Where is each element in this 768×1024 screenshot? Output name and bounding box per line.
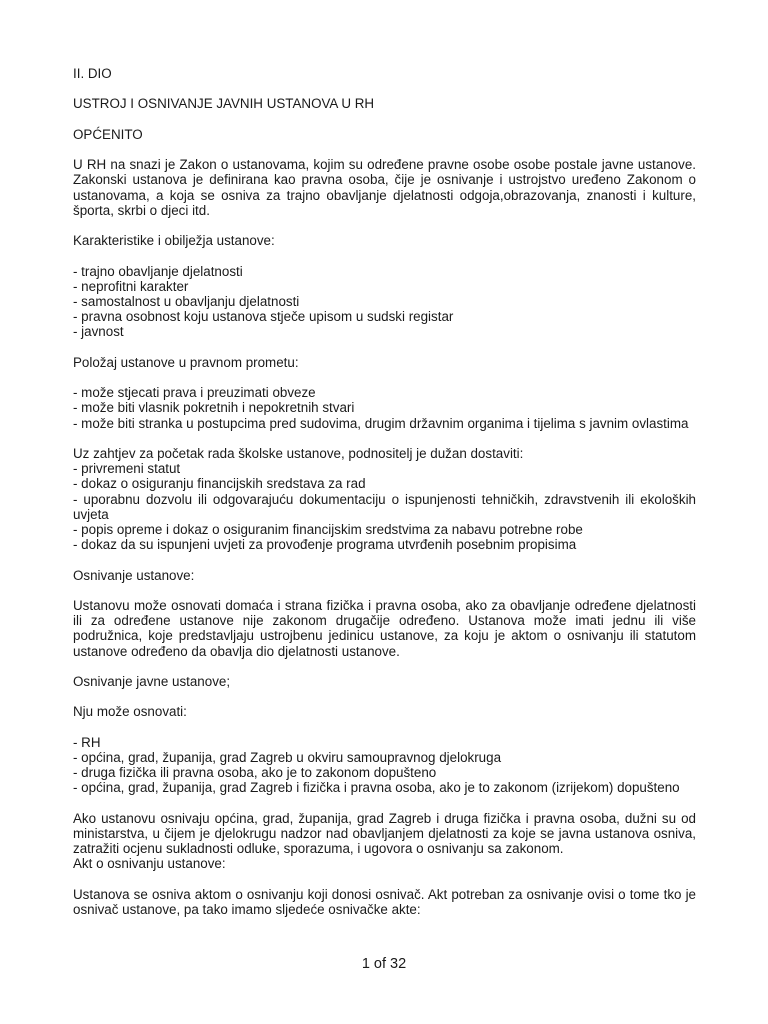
document-page (73, 66, 696, 932)
request-heading: Uz zahtjev za početak rada školske ustanove, podnositelj je dužan dostaviti: (73, 445, 524, 461)
page-indicator: 1 of 32 (361, 956, 407, 972)
list-item: - druga fizička ili pravna osoba, ako je to zakonom dopušteno (73, 765, 437, 781)
list-item: - pravna osobnost koju ustanova stječe upisom u sudski registar (73, 309, 454, 325)
legal-position-heading: Položaj ustanove u pravnom prometu: (73, 354, 299, 370)
list-item: - može biti stranka u postupcima pred sudovima, drugim državnim organima i tijelima s javnim ovlastima (73, 415, 689, 431)
act-heading: Akt o osnivanju ustanove: (73, 856, 226, 872)
list-item: - dokaz o osiguranju financijskih sredstava za rad (73, 476, 366, 492)
founding-paragraph: Ustanovu može osnovati domaća i strana fizička i pravna osoba, ako za obavljanje određene djelatnosti ili za određene ustanove nije zakonom drugačije određeno. Ustanova može imati jednu ili više podružnica, koje predstavljaju ustrojbenu jedinicu ustanove, za koju je aktom o osnivanju ili statutom ustanove određeno da obavlja dio djelatnosti ustanove. (73, 597, 696, 659)
list-item: - neprofitni karakter (73, 278, 189, 294)
founding-heading: Osnivanje ustanove: (73, 567, 195, 583)
characteristics-list (73, 264, 696, 340)
list-item: - uporabnu dozvolu ili odgovarajuću dokumentaciju o ispunjenosti tehničkih, zdravstvenih ili ekoloških uvjeta (73, 491, 696, 522)
founders-heading: Nju može osnovati: (73, 704, 187, 720)
list-item: - samostalnost u obavljanju djelatnosti (73, 293, 300, 309)
list-item: - javnost (73, 324, 124, 340)
list-item: - popis opreme i dokaz o osiguranim financijskim sredstvima za nabavu potrebne robe (73, 521, 583, 537)
request-list (73, 461, 696, 552)
founders-list (73, 735, 696, 796)
section-heading: OPĆENITO (73, 126, 143, 142)
document-title: USTROJ I OSNIVANJE JAVNIH USTANOVA U RH (73, 96, 375, 112)
assessment-paragraph: Ako ustanovu osnivaju općina, grad, županija, grad Zagreb i druga fizička i pravna osoba, dužni su od ministarstva, u čijem je djelokrugu nadzor nad obavljanjem djelatnosti za koje se javna ustanova osniva, zatražiti ocjenu sukladnosti odluke, sporazuma, i ugovora o osnivanju sa zakonom. (73, 810, 696, 857)
list-item: - privremeni statut (73, 461, 181, 477)
list-item: - RH (73, 734, 101, 750)
list-item: - općina, grad, županija, grad Zagreb i fizička i pravna osoba, ako je to zakonom (izrijekom) dopušteno (73, 780, 680, 796)
characteristics-heading: Karakteristike i obilježja ustanove: (73, 233, 275, 249)
act-paragraph: Ustanova se osniva aktom o osnivanju koji donosi osnivač. Akt potreban za osnivanje ovisi o tome tko je osnivač ustanove, pa tako imamo sljedeće osnivačke akte: (73, 886, 696, 917)
list-item: - može biti vlasnik pokretnih i nepokretnih stvari (73, 400, 355, 416)
list-item: - dokaz da su ispunjeni uvjeti za provođenje programa utvrđenih posebnim propisima (73, 537, 577, 553)
list-item: - trajno obavljanje djelatnosti (73, 263, 243, 279)
list-item: - može stjecati prava i preuzimati obveze (73, 385, 316, 401)
list-item: - općina, grad, županija, grad Zagreb u okviru samoupravnog djelokruga (73, 749, 502, 765)
legal-position-list (73, 385, 696, 431)
public-founding-heading: Osnivanje javne ustanove; (73, 673, 231, 689)
intro-paragraph: U RH na snazi je Zakon o ustanovama, kojim su određene pravne osobe osobe postale javne ustanove. Zakonski ustanova je definirana kao pravna osoba, čije je osnivanje i ustrojstvo uređeno Zakonom o ustanovama, a koja se osniva za trajno obavljanje djelatnosti odgoja,obrazovanja, znanosti i kulture, športa, skrbi o djeci itd. (73, 157, 696, 218)
part-heading: II. DIO (73, 66, 112, 81)
